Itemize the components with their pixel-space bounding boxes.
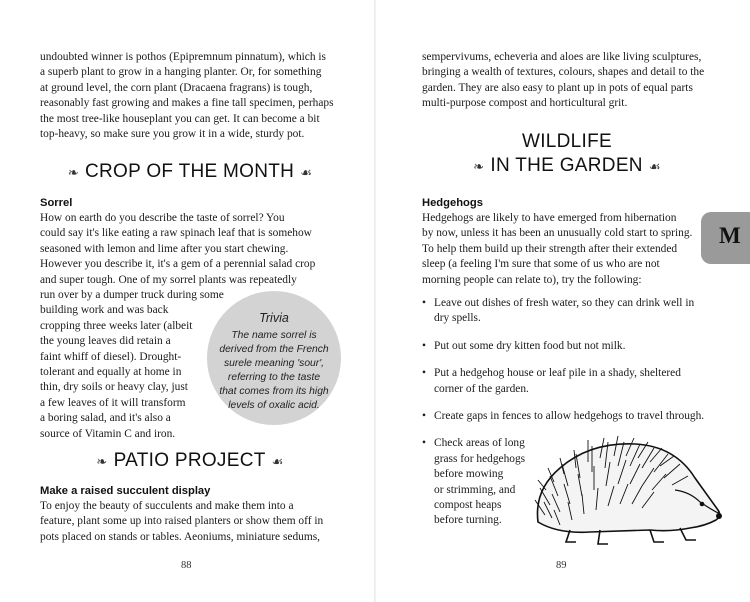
list-item	[422, 296, 712, 327]
text-line: bringing a wealth of textures, colours, shapes and detail to the	[422, 66, 705, 79]
text-line: morning people can relate to), try the following:	[422, 273, 642, 286]
text-line: pots placed on stands or tables. Aeoniums, miniature sedums,	[40, 530, 320, 543]
book-gutter	[374, 0, 376, 602]
list-line: dry spells.	[434, 312, 481, 325]
hedgehog-illustration	[530, 430, 725, 550]
trivia-text	[217, 329, 331, 413]
text-line: a few leaves of it will transform	[40, 396, 186, 409]
text-line: garden. They are also easy to plant up in pots of equal parts	[422, 81, 693, 94]
trivia-line: referring to the taste	[227, 372, 321, 383]
text-line: cropping three weeks later (albeit	[40, 319, 193, 332]
hedgehog-nose	[716, 513, 722, 519]
text-line: the most tree-like houseplant you can get. It can become a bit	[40, 112, 320, 125]
trivia-line: derived from the French	[219, 344, 329, 355]
trivia-line: that comes from its high	[219, 386, 329, 397]
leaf-ornament-icon: ❧	[473, 160, 485, 175]
page-number-right: 89	[556, 560, 567, 571]
text-line: a superb plant to grow in a hanging planter. Or, for something	[40, 66, 322, 79]
text-line: reasonably fast growing and makes a fine tall specimen, perhaps	[40, 97, 334, 110]
trivia-line: levels of oxalic acid.	[228, 400, 320, 411]
text-line: at ground level, the corn plant (Dracaena fragrans) is tough,	[40, 81, 313, 94]
patio-project-heading	[40, 449, 340, 475]
right-intro-paragraph	[422, 50, 712, 112]
heading-line-1: WILDLIFE	[521, 131, 613, 152]
list-line: • Check areas of long	[434, 437, 525, 450]
list-line: • Put out some dry kitten food but not milk.	[434, 339, 626, 352]
text-line: faint whiff of diesel). Drought-	[40, 350, 182, 363]
text-line: However you describe it, it's a gem of a perennial salad crop	[40, 258, 316, 271]
trivia-line: The name sorrel is	[231, 330, 317, 341]
text-line: a boring salad, and it's also a	[40, 412, 171, 425]
tab-letter: M	[719, 223, 741, 248]
patio-paragraph	[40, 499, 370, 545]
leaf-ornament-icon: ☙	[300, 166, 313, 181]
leaf-ornament-icon: ☙	[271, 455, 284, 470]
text-line: tolerant and equally at home in	[40, 366, 182, 379]
list-line: before turning.	[434, 514, 502, 527]
wildlife-heading	[422, 130, 712, 180]
text-line: How on earth do you describe the taste of sorrel? You	[40, 212, 285, 224]
list-line: • Leave out dishes of fresh water, so they can drink well in	[434, 297, 695, 309]
trivia-line: surele meaning 'sour',	[223, 358, 325, 369]
leaf-ornament-icon: ❧	[67, 166, 80, 181]
text-line: by now, unless it has been an unusually cold start to spring.	[422, 227, 693, 240]
list-line: corner of the garden.	[434, 382, 529, 395]
heading-line-2	[422, 154, 712, 180]
hedgehog-eye	[700, 502, 705, 507]
text-line: undoubted winner is pothos (Epipremnum pinnatum), which is	[40, 51, 326, 63]
list-line: or strimming, and	[434, 483, 516, 496]
leaf-ornament-icon: ❧	[96, 455, 108, 470]
trivia-title: Trivia	[259, 311, 289, 325]
page-number-left: 88	[181, 560, 192, 571]
text-line: and super tough. One of my sorrel plants was repeatedly	[40, 273, 297, 286]
list-line: before mowing	[434, 468, 504, 481]
list-line: • Put a hedgehog house or leaf pile in a shady, sheltered	[434, 367, 681, 380]
text-line: could say it's like eating a raw spinach leaf that is somehow	[40, 227, 312, 240]
text-line: To enjoy the beauty of succulents and make them into a	[40, 500, 294, 512]
list-item	[422, 409, 712, 424]
text-line: thin, dry soils or heavy clay, just	[40, 381, 188, 394]
hedgehogs-subheading: Hedgehogs	[422, 197, 483, 209]
text-line: multi-purpose compost and horticultural grit.	[422, 97, 628, 110]
text-line: seasoned with lemon and lime after you start chewing.	[40, 242, 289, 255]
section-tab-m	[701, 212, 750, 264]
text-line: the young leaves did retain a	[40, 335, 171, 348]
text-line: building work and was back	[40, 304, 169, 317]
heading-text: CROP OF THE MONTH	[85, 161, 295, 182]
patio-subheading: Make a raised succulent display	[40, 485, 211, 497]
list-item	[422, 339, 712, 354]
text-line: top-heavy, so make sure you grow it in a wide, sturdy pot.	[40, 128, 305, 141]
text-line: feature, plant some up into raised planters or show them off in	[40, 515, 324, 528]
list-line: • Create gaps in fences to allow hedgehogs to travel through.	[434, 410, 705, 423]
trivia-circle	[207, 291, 341, 425]
hedgehog-body	[535, 436, 720, 544]
text-line: To help them build up their strength after their extended	[422, 242, 678, 255]
list-item	[422, 366, 712, 397]
text-line: Hedgehogs are likely to have emerged from hibernation	[422, 212, 677, 224]
leaf-ornament-icon: ☙	[648, 160, 661, 175]
heading-text: IN THE GARDEN	[490, 155, 643, 176]
text-line: run over by a dumper truck during some	[40, 289, 224, 302]
text-line: sleep (a feeling I'm sure that some of us who are not	[422, 258, 660, 271]
text-line: sempervivums, echeveria and aloes are like living sculptures,	[422, 51, 702, 63]
crop-of-the-month-heading	[40, 160, 340, 186]
list-line: grass for hedgehogs	[434, 452, 526, 465]
list-line: compost heaps	[434, 499, 502, 512]
heading-text: PATIO PROJECT	[113, 450, 266, 471]
left-intro-paragraph	[40, 50, 360, 142]
hedgehogs-paragraph	[422, 211, 712, 288]
crop-subheading: Sorrel	[40, 197, 73, 209]
text-line: source of Vitamin C and iron.	[40, 427, 176, 440]
